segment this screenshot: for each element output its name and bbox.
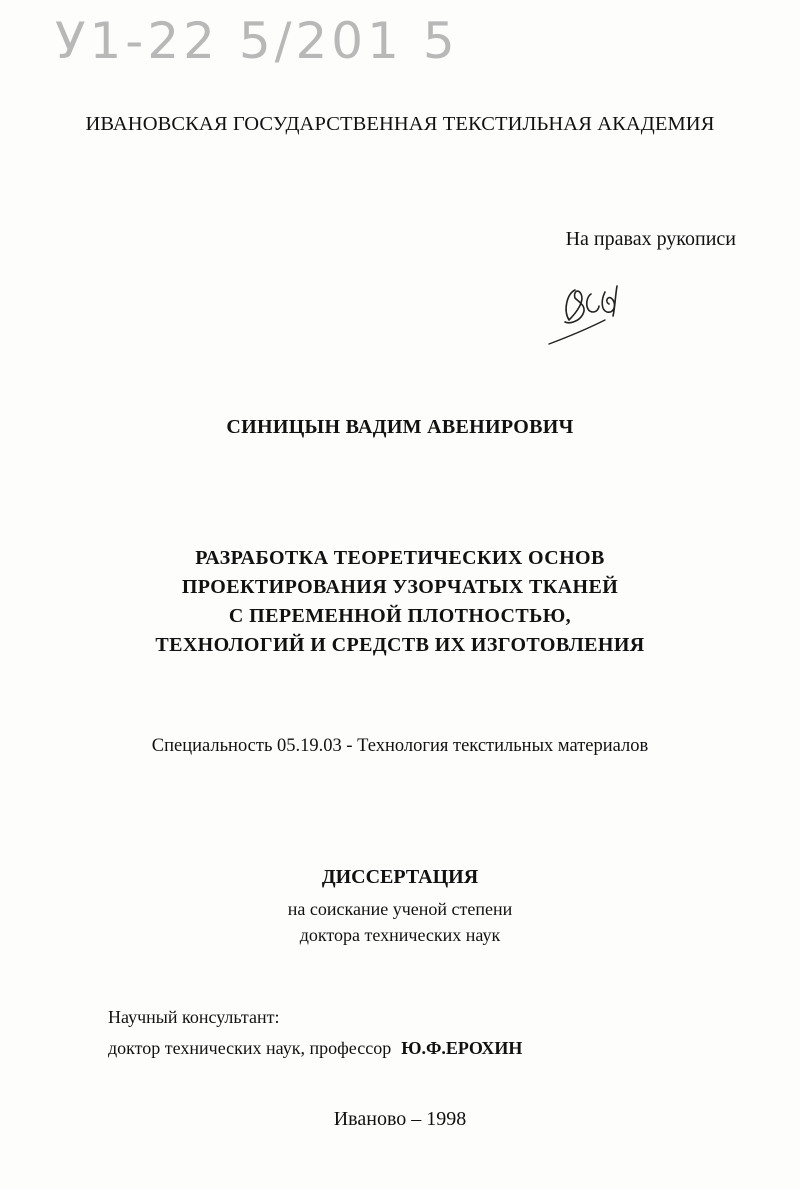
place-and-year: Иваново – 1998 — [333, 1108, 467, 1130]
institution-name: ИВАНОВСКАЯ ГОСУДАРСТВЕННАЯ ТЕКСТИЛЬНАЯ АКАДЕМИЯ — [85, 113, 715, 135]
degree-line-2: доктора технических наук — [299, 925, 501, 945]
archive-stamp-text: У1-22 5/201 5 — [55, 12, 459, 70]
archive-stamp-mark — [55, 12, 459, 92]
dissertation-title — [0, 544, 800, 660]
advisor-label: Научный консультант: — [108, 1007, 280, 1027]
handwritten-signature — [545, 272, 635, 352]
title-line: С ПЕРЕМЕННОЙ ПЛОТНОСТЬЮ, — [228, 605, 572, 627]
degree-line-1: на соискание ученой степени — [287, 899, 513, 919]
scientific-advisor — [108, 1002, 522, 1064]
manuscript-rights-note: На правах рукописи — [565, 228, 736, 250]
title-line: ПРОЕКТИРОВАНИЯ УЗОРЧАТЫХ ТКАНЕЙ — [181, 576, 619, 598]
title-line: РАЗРАБОТКА ТЕОРЕТИЧЕСКИХ ОСНОВ — [195, 547, 605, 569]
advisor-line — [108, 1033, 522, 1064]
title-line: ТЕХНОЛОГИЙ И СРЕДСТВ ИХ ИЗГОТОВЛЕНИЯ — [155, 634, 645, 656]
degree-sought — [0, 896, 800, 948]
advisor-name: Ю.Ф.ЕРОХИН — [401, 1038, 523, 1058]
author-name: СИНИЦЫН ВАДИМ АВЕНИРОВИЧ — [226, 416, 574, 438]
dissertation-label: ДИССЕРТАЦИЯ — [321, 866, 479, 888]
advisor-degree: доктор технических наук, профессор — [108, 1038, 392, 1058]
specialty-line: Специальность 05.19.03 - Технология текстильных материалов — [151, 736, 649, 756]
